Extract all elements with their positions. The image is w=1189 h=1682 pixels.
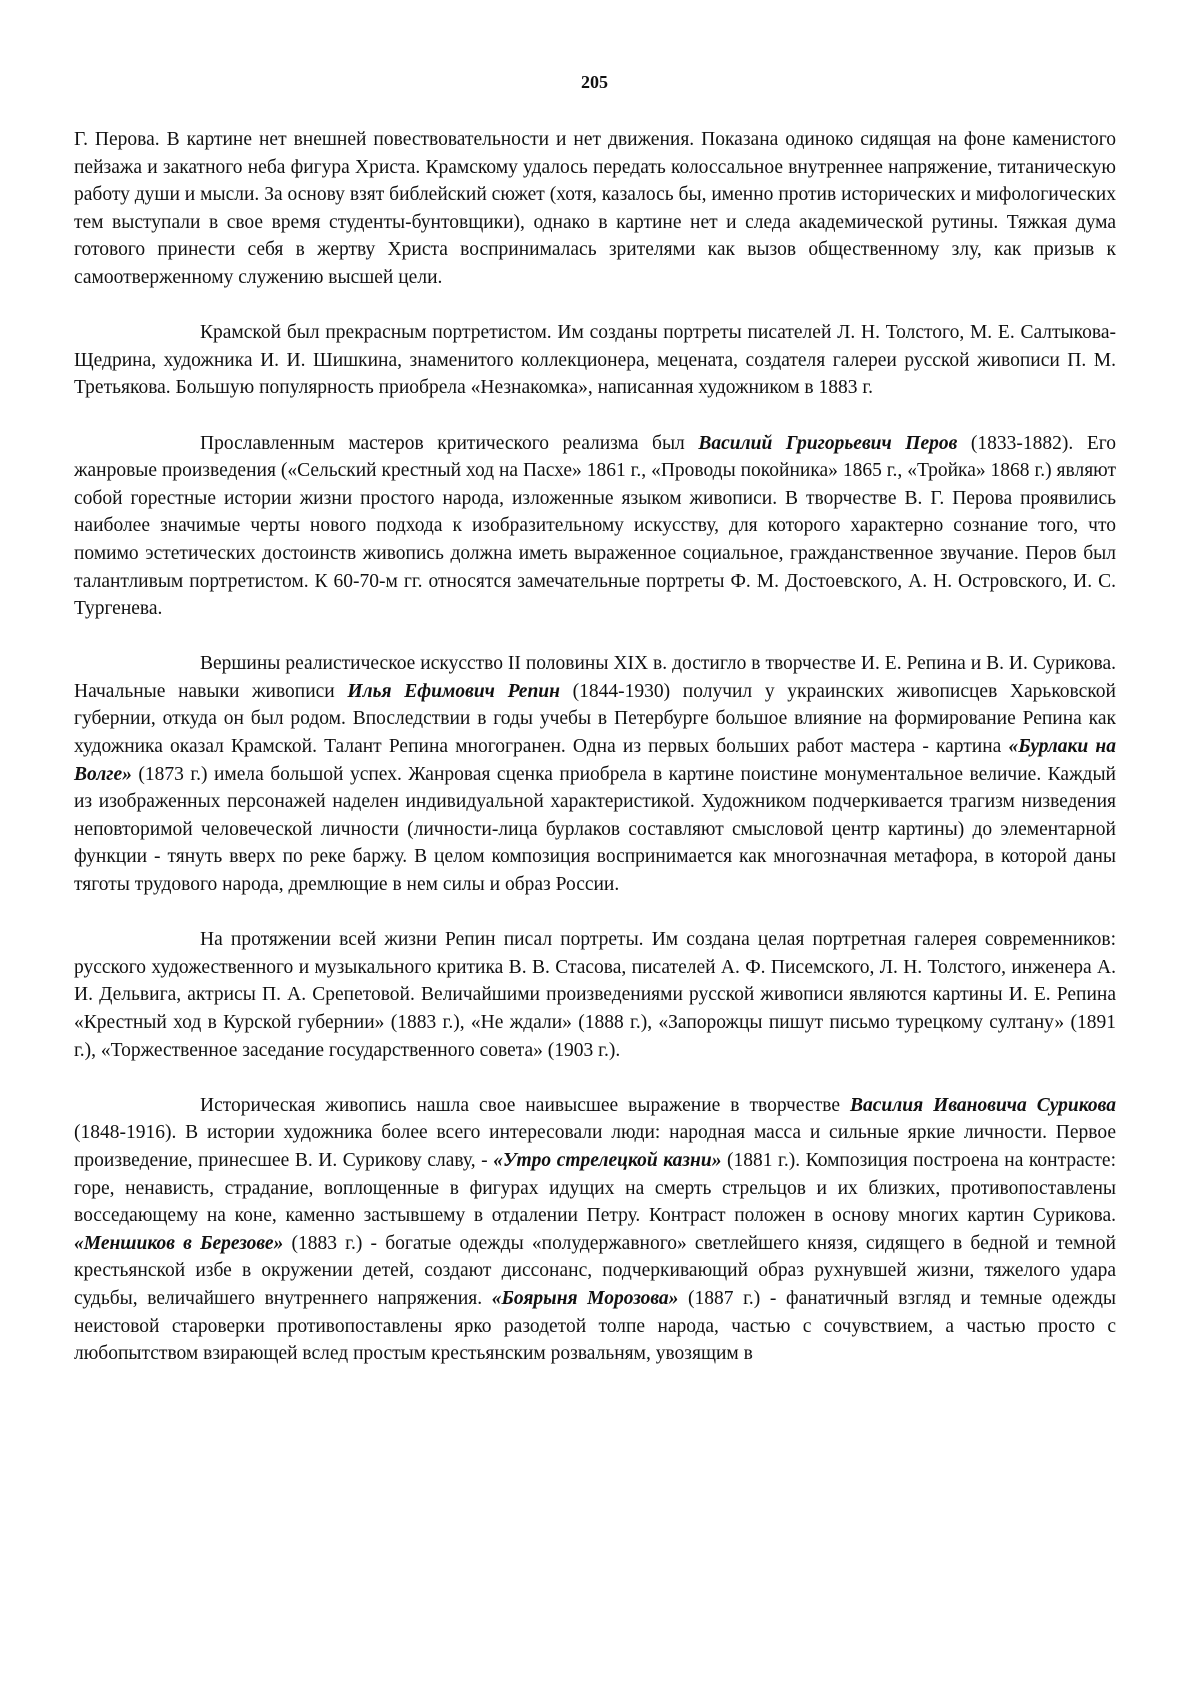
paragraph [74,430,1116,623]
text-run: Прославленным мастеров критического реализма был [200,432,699,454]
paragraph [74,650,1116,898]
paragraph [74,1092,1116,1368]
text-run: (1883 г.) - богатые одежды «полудержавного» светлейшего князя, сидящего в бедной и темной крестьянской избе в окружении детей, создают диссонанс, подчеркивающий образ рухнувшей жизни, тяжелого удара судьбы, величайшего внутреннего напряжения. [74,1232,1116,1309]
emphasized-name: Василий Григорьевич Перов [698,432,958,454]
page-number: 205 [581,72,608,92]
text-run: Историческая живопись нашла свое наивысшее выражение в творчестве [200,1094,850,1116]
emphasized-title: «Меншиков в Березове» [74,1232,284,1254]
emphasized-title: «Бурлаки на Волге» [74,736,1116,785]
text-run: (1887 г.) - фанатичный взгляд и темные одежды неистовой староверки противопоставлены ярко разодетой толпе народа, частью с сочувствием, а частью просто с любопытством взирающей вслед простым крестьянским розвальням, увозящим в [74,1287,1116,1365]
text-run: (1881 г.). Композиция построена на контрасте: горе, ненависть, страдание, воплощенные в фигурах идущих на смерть стрельцов и их близких, противопоставлены восседающему на коне, каменно застывшему в отдалении Петру. Контраст положен в основу многих картин Сурикова. [74,1149,1116,1227]
emphasized-name: Василия Ивановича Сурикова [850,1094,1116,1116]
text-run: Вершины реалистическое искусство II половины XIX в. достигло в творчестве И. Е. Репина и В. И. Сурикова. Начальные навыки живописи [74,653,1116,702]
text-run: Г. Перова. В картине нет внешней повествовательности и нет движения. Показана одиноко сидящая на фоне каменистого пейзажа и закатного неба фигура Христа. Крамскому удалось передать колоссальное внутреннее напряжение, титаническую работу души и мысли. За основу взят библейский сюжет (хотя, казалось бы, именно против исторических и мифологических тем выступали в свое время студенты-бунтовщики), однако в картине нет и следа академической рутины. Тяжкая дума готового принести себя в жертву Христа воспринималась зрителями как вызов общественному злу, как призыв к самоотверженному служению высшей цели. [74,129,1116,288]
paragraph [74,126,1116,292]
paragraph [74,926,1116,1064]
text-run: (1844-1930) получил у украинских живописцев Харьковской губернии, откуда он был родом. Впоследствии в годы учебы в Петербурге большое влияние на формирование Репина как художника оказал Крамской. Талант Репина многогранен. Одна из первых больших работ мастера - картина [74,680,1116,758]
text-run: (1833-1882). Его жанровые произведения («Сельский крестный ход на Пасхе» 1861 г., «Проводы покойника» 1865 г., «Тройка» 1868 г.) являют собой горестные истории жизни простого народа, изложенные языком живописи. В творчестве В. Г. Перова проявились наиболее значимые черты нового подхода к изобразительному искусству, для которого характерно сознание того, что помимо эстетических достоинств живопись должна иметь выраженное социальное, гражданственное звучание. Перов был талантливым портретистом. К 60-70-м гг. относятся замечательные портреты Ф. М. Достоевского, А. Н. Островского, И. С. Тургенева. [74,432,1116,620]
paragraph [74,319,1116,402]
text-run: На протяжении всей жизни Репин писал портреты. Им создана целая портретная галерея современников: русского художественного и музыкального критика В. В. Стасова, писателей А. Ф. Писемского, Л. Н. Толстого, инженера А. И. Дельвига, актрисы П. А. Срепетовой. Величайшими произведениями русской живописи являются картины И. Е. Репина «Крестный ход в Курской губернии» (1883 г.), «Не ждали» (1888 г.), «Запорожцы пишут письмо турецкому султану» (1891 г.), «Торжественное заседание государственного совета» (1903 г.). [74,929,1116,1061]
emphasized-name: Илья Ефимович Репин [347,680,560,702]
text-run: (1873 г.) имела большой успех. Жанровая сценка приобрела в картине поистине монументальное величие. Каждый из изображенных персонажей наделен индивидуальной характеристикой. Художником подчеркивается трагизм низведения неповторимой человеческой личности (личности-лица бурлаков составляют смысловой центр картины) до элементарной функции - тянуть вверх по реке баржу. В целом композиция воспринимается как многозначная метафора, в которой даны тяготы трудового народа, дремлющие в нем силы и образ России. [74,763,1116,896]
text-run: (1848-1916). В истории художника более всего интересовали люди: народная масса и сильные яркие личности. Первое произведение, принесшее В. И. Сурикову славу, - [74,1122,1116,1171]
emphasized-title: «Утро стрелецкой казни» [493,1149,722,1171]
text-run: Крамской был прекрасным портретистом. Им созданы портреты писателей Л. Н. Толстого, М. Е. Салтыкова-Щедрина, художника И. И. Шишкина, знаменитого коллекционера, мецената, создателя галереи русской живописи П. М. Третьякова. Большую популярность приобрела «Незнакомка», написанная художником в 1883 г. [74,322,1116,399]
emphasized-title: «Боярыня Морозова» [491,1287,679,1309]
document-body [74,126,1116,1368]
